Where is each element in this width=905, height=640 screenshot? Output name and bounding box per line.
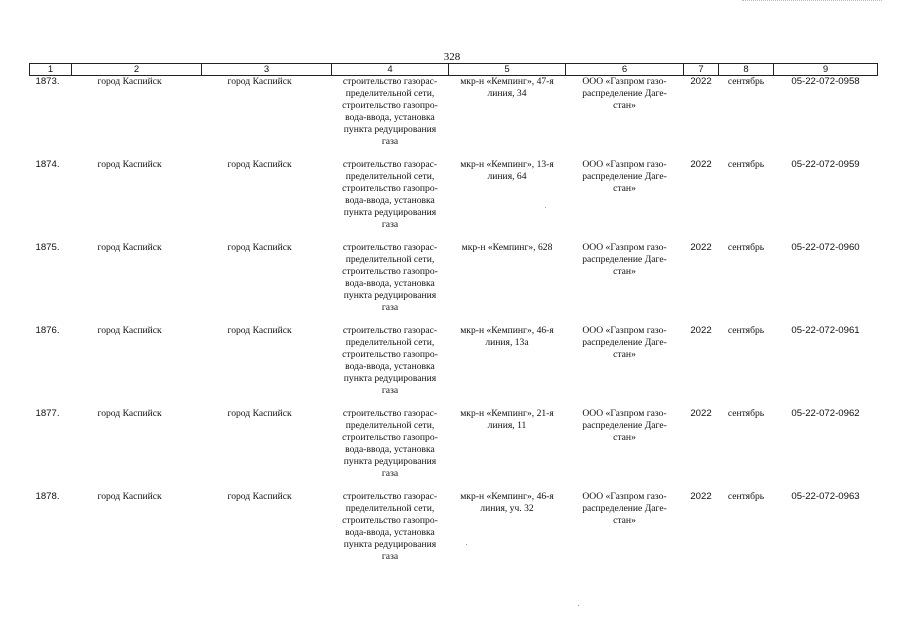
scan-speck [466, 544, 467, 545]
column-header-3: 3 [202, 64, 332, 76]
scan-speck [578, 605, 579, 606]
cell-work-description-line: строительство газопро- [342, 515, 438, 526]
cell-work-description-line: пределительной сети, [345, 420, 435, 431]
cell-organization-line: ООО «Газпром газо- [582, 408, 667, 419]
cell-organization [566, 325, 684, 408]
cell-work-description-line: строительство газопро- [342, 183, 438, 194]
cell-municipality: город Каспийск [97, 242, 162, 253]
cell-organization [566, 491, 684, 573]
cell-month: сентябрь [727, 325, 765, 336]
cell-work-description-line: строительство газопро- [342, 100, 438, 111]
cell-work-description-line: вода-ввода, установка [345, 527, 435, 538]
cell-address [449, 76, 566, 160]
cell-work-description-line: пункта редуцирования [343, 124, 437, 135]
cell-number: 1875. [35, 242, 60, 253]
cell-organization-line: распределение Даге- [582, 254, 667, 265]
cell-year: 2022 [690, 76, 712, 87]
cell-municipality: город Каспийск [97, 491, 162, 502]
cell-organization-line: распределение Даге- [582, 420, 667, 431]
cell-organization-line: ООО «Газпром газо- [582, 491, 667, 502]
cell-work-description-line: газа [381, 219, 399, 230]
cell-year: 2022 [690, 159, 712, 170]
cell-work-description-line: пункта редуцирования [343, 373, 437, 384]
cell-organization-line: стан» [613, 183, 636, 194]
cell-organization-line: распределение Даге- [582, 503, 667, 514]
cell-organization-line: распределение Даге- [582, 337, 667, 348]
cell-settlement: город Каспийск [227, 491, 292, 502]
cell-work-description-line: газа [381, 302, 399, 313]
cell-address-line: мкр-н «Кемпинг», 21-я [460, 408, 554, 419]
cell-address-line: линия, 34 [487, 88, 527, 99]
column-header-4: 4 [332, 64, 449, 76]
cell-work-description-line: строительство газорас- [342, 242, 438, 253]
cell-work-description-line: вода-ввода, установка [345, 278, 435, 289]
cell-address-line: мкр-н «Кемпинг», 47-я [460, 76, 554, 87]
cell-code: 05-22-072-0959 [791, 159, 860, 170]
cell-municipality: город Каспийск [97, 325, 162, 336]
cell-work-description-line: газа [381, 551, 399, 562]
cell-address [449, 242, 566, 325]
cell-number: 1873. [35, 76, 60, 87]
cell-work-description-line: газа [381, 468, 399, 479]
cell-work-description-line: строительство газопро- [342, 432, 438, 443]
cell-organization-line: распределение Даге- [582, 88, 667, 99]
cell-address-line: мкр-н «Кемпинг», 13-я [460, 159, 554, 170]
cell-work-description-line: строительство газорас- [342, 408, 438, 419]
cell-work-description-line: строительство газопро- [342, 266, 438, 277]
register-body [30, 76, 878, 574]
column-header-1: 1 [30, 64, 72, 76]
cell-work-description-line: пределительной сети, [345, 171, 435, 182]
cell-organization [566, 408, 684, 491]
cell-settlement: город Каспийск [227, 159, 292, 170]
cell-work-description-line: строительство газорас- [342, 325, 438, 336]
cell-code: 05-22-072-0961 [791, 325, 860, 336]
cell-work-description-line: газа [381, 385, 399, 396]
cell-month: сентябрь [727, 491, 765, 502]
cell-year: 2022 [690, 491, 712, 502]
cell-municipality: город Каспийск [97, 76, 162, 87]
cell-year: 2022 [690, 408, 712, 419]
cell-month: сентябрь [727, 159, 765, 170]
page-number: 328 [443, 51, 461, 63]
cell-organization [566, 76, 684, 160]
table-row [30, 408, 878, 491]
cell-organization-line: ООО «Газпром газо- [582, 76, 667, 87]
table-row [30, 159, 878, 242]
cell-month: сентябрь [727, 242, 765, 253]
cell-code: 05-22-072-0960 [791, 242, 860, 253]
table-row [30, 325, 878, 408]
cell-code: 05-22-072-0958 [791, 76, 860, 87]
cell-work-description-line: газа [381, 136, 399, 147]
cell-settlement: город Каспийск [227, 325, 292, 336]
cell-year: 2022 [690, 242, 712, 253]
cell-number: 1878. [35, 491, 60, 502]
cell-address [449, 491, 566, 573]
header-row [30, 64, 878, 76]
cell-work-description-line: строительство газорас- [342, 159, 438, 170]
cell-organization [566, 159, 684, 242]
cell-address-line: мкр-н «Кемпинг», 46-я [460, 491, 554, 502]
cell-address-line: мкр-н «Кемпинг», 628 [461, 242, 553, 253]
cell-work-description-line: строительство газопро- [342, 349, 438, 360]
cell-address-line: линия, 64 [487, 171, 527, 182]
cell-work-description-line: пределительной сети, [345, 254, 435, 265]
cell-organization-line: стан» [613, 100, 636, 111]
table-row [30, 76, 878, 160]
cell-work-description [332, 491, 449, 573]
column-header-9: 9 [774, 64, 878, 76]
cell-work-description-line: пункта редуцирования [343, 290, 437, 301]
cell-work-description-line: вода-ввода, установка [345, 444, 435, 455]
cell-settlement: город Каспийск [227, 408, 292, 419]
cell-address-line: линия, 11 [487, 420, 527, 431]
cell-work-description-line: пределительной сети, [345, 88, 435, 99]
cell-code: 05-22-072-0962 [791, 408, 860, 419]
cell-address-line: мкр-н «Кемпинг», 46-я [460, 325, 554, 336]
cell-settlement: город Каспийск [227, 242, 292, 253]
cell-municipality: город Каспийск [97, 159, 162, 170]
register-table [29, 63, 878, 573]
cell-work-description-line: пределительной сети, [345, 503, 435, 514]
cell-address [449, 159, 566, 242]
column-header-8: 8 [719, 64, 774, 76]
cell-organization [566, 242, 684, 325]
cell-number: 1876. [35, 325, 60, 336]
cell-work-description-line: пределительной сети, [345, 337, 435, 348]
cell-settlement: город Каспийск [227, 76, 292, 87]
cell-address-line: линия, 13а [485, 337, 529, 348]
cell-organization-line: стан» [613, 432, 636, 443]
cell-month: сентябрь [727, 76, 765, 87]
cell-work-description-line: пункта редуцирования [343, 539, 437, 550]
cell-work-description-line: пункта редуцирования [343, 456, 437, 467]
column-number-header [30, 64, 878, 76]
cell-work-description [332, 325, 449, 408]
cell-number: 1874. [35, 159, 60, 170]
cell-work-description [332, 242, 449, 325]
cell-organization-line: стан» [613, 349, 636, 360]
column-header-6: 6 [566, 64, 684, 76]
cell-address-line: линия, уч. 32 [480, 503, 534, 514]
cell-work-description-line: вода-ввода, установка [345, 361, 435, 372]
cell-work-description-line: вода-ввода, установка [345, 112, 435, 123]
cell-number: 1877. [35, 408, 60, 419]
cell-municipality: город Каспийск [97, 408, 162, 419]
cell-year: 2022 [690, 325, 712, 336]
cell-work-description-line: пункта редуцирования [343, 207, 437, 218]
cell-work-description [332, 76, 449, 160]
cell-organization-line: стан» [613, 515, 636, 526]
cell-organization-line: распределение Даге- [582, 171, 667, 182]
cell-organization-line: ООО «Газпром газо- [582, 159, 667, 170]
column-header-2: 2 [72, 64, 202, 76]
cell-address [449, 408, 566, 491]
cell-work-description-line: строительство газорас- [342, 76, 438, 87]
column-header-5: 5 [449, 64, 566, 76]
cell-address [449, 325, 566, 408]
cell-work-description-line: строительство газорас- [342, 491, 438, 502]
cell-organization-line: стан» [613, 266, 636, 277]
cell-organization-line: ООО «Газпром газо- [582, 242, 667, 253]
cell-work-description-line: вода-ввода, установка [345, 195, 435, 206]
table-row [30, 491, 878, 573]
cell-code: 05-22-072-0963 [791, 491, 860, 502]
scan-edge-mark [742, 0, 882, 1]
cell-work-description [332, 159, 449, 242]
cell-month: сентябрь [727, 408, 765, 419]
scan-speck [545, 207, 546, 208]
table-row [30, 242, 878, 325]
cell-work-description [332, 408, 449, 491]
column-header-7: 7 [684, 64, 719, 76]
cell-organization-line: ООО «Газпром газо- [582, 325, 667, 336]
